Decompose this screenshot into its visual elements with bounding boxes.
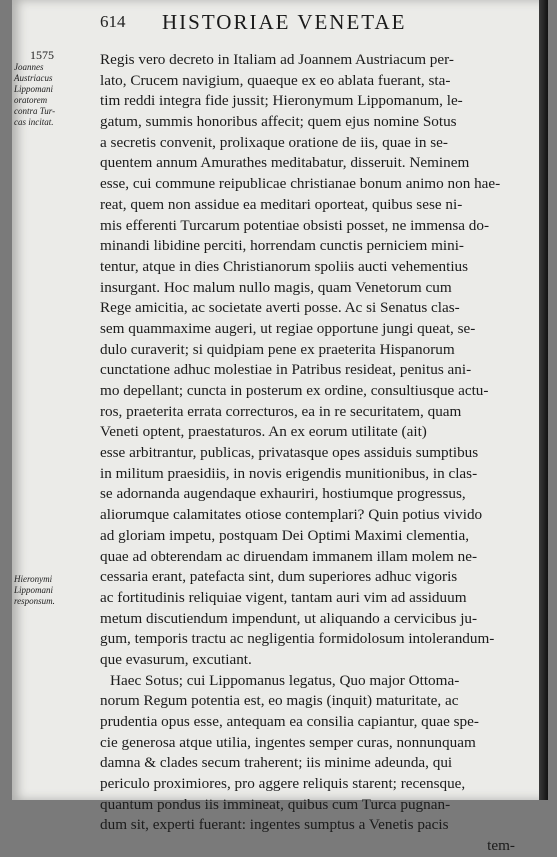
text-line: esse, cui commune reipublicae christianae bonum animo non hae- [100, 175, 501, 193]
margin-note-line: responsum. [14, 596, 55, 606]
margin-note-line: Lippomani [14, 585, 54, 595]
text-line: ac fortitudinis reliquiae vigent, tantam auri vim ad assiduum [100, 588, 467, 606]
text-line: ros, praeterita errata correcturos, ea in re securitatem, quam [100, 402, 462, 420]
text-line: prudentia opus esse, antequam ea consilia capiantur, quae spe- [100, 713, 479, 730]
text-line: que evasurum, excutiant. [100, 650, 252, 668]
margin-note-line: oratorem [14, 95, 48, 105]
text-line: quantum pondus iis immineat, quibus cum Turca pugnan- [100, 795, 451, 813]
text-line: gatum, summis honoribus affecit; quem ejus nomine Sotus [100, 113, 457, 131]
text-line: sem quammaxime augeri, ut regiae opportune jungi queat, se- [100, 319, 476, 337]
text-line: Haec Sotus; cui Lippomanus legatus, Quo major Ottoma- [110, 671, 460, 689]
text-line: aliorumque calamitates otiose contemplari? Quin potius vivido [100, 506, 483, 524]
text-line: Veneti optent, praestaturos. An ex eorum utilitate (ait) [100, 423, 427, 441]
text-line: periculo proximiores, pro aggere reliquis starent; recensque, [100, 775, 466, 793]
margin-year: 1575 [30, 48, 54, 62]
page-number: 614 [100, 12, 126, 31]
text-line: esse arbitrantur, publicas, privatasque opes assiduis sumptibus [100, 444, 479, 462]
text-line: Regis vero decreto in Italiam ad Joannem Austriacum per- [100, 51, 454, 68]
text-line: minandi libidine perciti, horrendam cunctis perniciem mini- [100, 237, 464, 255]
text-line: damna & clades secum traherent; iis minime adeunda, qui [100, 754, 453, 772]
margin-note-line: Joannes [14, 62, 44, 72]
text-line: se adornanda augendaque exhauriri, hostiumque progressus, [100, 485, 466, 503]
margin-note-line: contra Tur- [14, 106, 56, 116]
text-line: gum, temporis tractu ac negligentia formidolosum intolerandum- [100, 630, 495, 648]
margin-note-joannes [14, 48, 84, 128]
margin-note-hieronymi [14, 574, 84, 607]
page-edge-shadow [539, 0, 548, 800]
text-line: a secretis convenit, prolixaque oratione de iis, quae in se- [100, 133, 448, 151]
text-line: metum discutiendum impendunt, ut aliquando a cervicibus ju- [100, 609, 478, 627]
text-line: quae ad obterendam ac diruendam immanem illam molem ne- [100, 547, 478, 565]
text-line: dulo curaverit; si quidpiam pene ex praeterita Hispanorum [100, 340, 455, 358]
text-line: mis efferenti Turcarum potentiae obsisti posset, ne immensa do- [100, 216, 490, 234]
text-line: insurgant. Hoc malum nullo magis, quam Venetorum cum [100, 278, 452, 296]
margin-note-line: Austriacus [14, 73, 53, 83]
margin-note-line: Lippomani [14, 84, 54, 94]
text-line: ad gloriam impetu, postquam Dei Optimi Maximi clementia, [100, 526, 470, 544]
page-header [12, 8, 548, 32]
running-title: HISTORIAE VENETAE [162, 10, 407, 34]
catchword: tem- [487, 837, 515, 855]
text-line: norum Regum potentia est, eo magis (inquit) maturitate, ac [100, 692, 459, 710]
text-line: tim reddi integra fide jussit; Hieronymum Lippomanum, le- [100, 92, 463, 110]
book-page [12, 0, 548, 855]
text-line: reat, quem non assidue ea meditari oporteat, quibus sese ni- [100, 195, 463, 213]
text-line: Rege amicitia, ac societate averti posse. Ac si Senatus clas- [100, 299, 460, 317]
text-line: lato, Crucem navigium, quaeque ex eo ablata fuerant, sta- [100, 71, 451, 89]
text-line: cie generosa atque utilia, ingentes semper curas, nonnunquam [100, 733, 476, 751]
margin-note-line: cas incitat. [14, 117, 54, 127]
margin-note-line: Hieronymi [14, 574, 53, 584]
body-text [100, 50, 515, 857]
text-line: cessaria erant, patefacta sint, dum superiores adhuc vigoris [100, 568, 458, 586]
text-line: dum sit, experti fuerant: ingentes sumptus a Venetis pacis [100, 816, 449, 834]
text-line: in militum praesidiis, in novis erigendis munitionibus, in clas- [100, 464, 478, 482]
text-line: quentem annum Amurathes meditabatur, disseruit. Neminem [100, 154, 470, 172]
text-line: mo depellant; cuncta in posterum ex ordine, consultiusque actu- [100, 382, 489, 399]
text-line: cunctatione adhuc molestiae in Patribus resideat, penitus ani- [100, 361, 472, 379]
text-line: tentur, atque in dies Christianorum spoliis aucti vehementius [100, 257, 469, 275]
